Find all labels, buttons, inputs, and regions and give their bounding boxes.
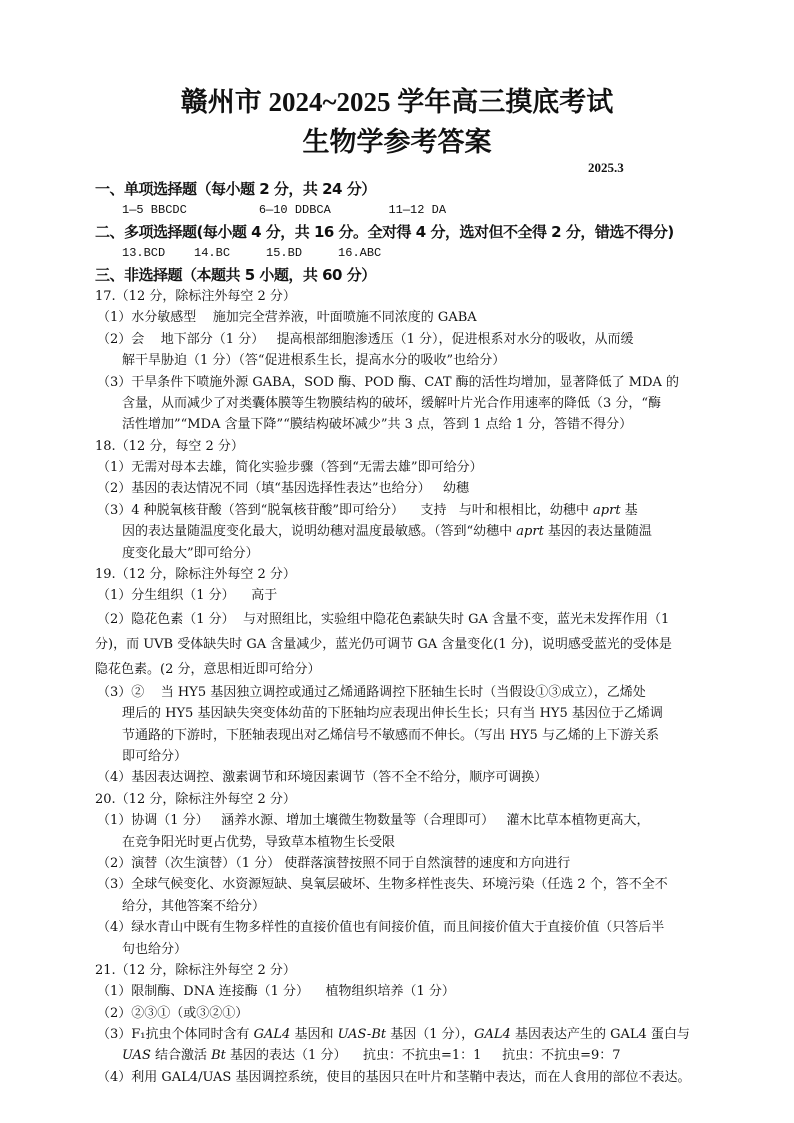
answer-line [95, 939, 705, 960]
answer-line [95, 1067, 705, 1088]
text-segment: 19.（12 分，除标注外每空 2 分） [95, 567, 296, 583]
text-segment: 基因表达产生的 GAL4 蛋白与 [510, 1027, 690, 1043]
text-segment: 在竞争阳光时更占优势，导致草本植物生长受限 [122, 834, 396, 850]
answer-line [95, 243, 705, 264]
text-segment: 理后的 HY5 基因缺失突变体幼苗的下胚轴均应表现出伸长生长；只有当 HY5 基因位于乙烯调 [122, 706, 663, 722]
text-segment: （1）限制酶、DNA 连接酶（1 分） 植物组织培养（1 分） [97, 984, 455, 1000]
answer-line [95, 329, 705, 350]
text-segment: 结合激活 [150, 1048, 212, 1064]
text-segment: （2）会 地下部分（1 分） 提高根部细胞渗透压（1 分），促进根系对水分的吸收，从而缓 [97, 331, 634, 347]
answer-line [95, 307, 705, 328]
answer-line [95, 917, 705, 938]
text-segment: （4）基因表达调控、激素调节和环境因素调节（答不全不给分，顺序可调换） [97, 770, 548, 786]
section-heading [95, 222, 705, 243]
answer-line [95, 682, 705, 703]
text-segment: （2）基因的表达情况不同（填“基因选择性表达”也给分） 幼穗 [97, 481, 469, 497]
text-segment: （1）分生组织（1 分） 高于 [97, 588, 278, 604]
text-segment: （2）隐花色素（1 分） 与对照组比，实验组中隐花色素缺失时 GA 含量不变，蓝光未发挥作用（1 [97, 611, 670, 627]
answer-line [95, 436, 705, 457]
answer-line [95, 521, 705, 542]
text-segment: 基因的表达量随温 [543, 524, 652, 540]
answer-line [95, 607, 705, 632]
text-segment: （3）干旱条件下喷施外源 GABA，SOD 酶、POD 酶、CAT 酶的活性均增加，显著降低了 MDA 的 [97, 374, 680, 390]
answer-line [95, 585, 705, 606]
text-segment: 一、单项选择题（每小题 2 分，共 24 分） [95, 180, 376, 198]
answer-line [95, 746, 705, 767]
text-segment: 基因和 [290, 1027, 338, 1043]
answer-line [95, 372, 705, 393]
answer-line [95, 350, 705, 371]
text-segment: 21.（12 分，除标注外每空 2 分） [95, 962, 296, 978]
answer-line [95, 414, 705, 435]
answer-line [95, 632, 705, 657]
text-segment: 含量，从而减少了对类囊体膜等生物膜结构的破坏，缓解叶片光合作用速率的降低（3 分，“酶 [122, 395, 662, 411]
text-segment: 基因（1 分）， [386, 1027, 475, 1043]
text-segment: 节通路的下游时，下胚轴表现出对乙烯信号不敏感而不伸长。（写出 HY5 与乙烯的上下游关系 [122, 727, 659, 743]
text-segment: 解干旱胁迫（1 分）（答“促进根系生长，提高水分的吸收”也给分） [122, 353, 506, 369]
italic-gene-name: GAL4 [474, 1027, 511, 1043]
text-segment: （3）全球气候变化、水资源短缺、臭氧层破坏、生物多样性丧失、环境污染（任选 2 个，答不全不 [97, 877, 668, 893]
answer-line [95, 543, 705, 564]
answer-line [95, 500, 705, 521]
answer-line [95, 657, 705, 682]
section-heading [95, 179, 705, 200]
text-segment: 分)，而 UVB 受体缺失时 GA 含量减少，蓝光仍可调节 GA 含量变化(1 分)，说明感受蓝光的受体是 [95, 636, 672, 652]
text-segment: （4）利用 GAL4/UAS 基因调控系统，使目的基因只在叶片和茎鞘中表达，而在人食用的部位不表达。 [97, 1069, 691, 1085]
text-segment: 18.（12 分，每空 2 分） [95, 438, 244, 454]
italic-gene-name: Bt [211, 1048, 226, 1064]
text-segment: 即可给分） [122, 748, 188, 764]
answer-line [95, 1003, 705, 1024]
text-segment: 度变化最大”即可给分） [122, 545, 259, 561]
text-segment: 因的表达量随温度变化最大，说明幼穗对温度最敏感。（答到“幼穗中 [122, 524, 517, 540]
answer-line [95, 874, 705, 895]
answer-line [95, 564, 705, 585]
answer-line [95, 703, 705, 724]
answer-line [95, 1045, 705, 1066]
answer-line [95, 767, 705, 788]
italic-gene-name: GAL4 [253, 1027, 291, 1043]
answer-line [95, 789, 705, 810]
answer-line [95, 853, 705, 874]
text-segment: 13.BCD 14.BC 15.BD 16.ABC [122, 246, 382, 261]
answer-line [95, 810, 705, 831]
text-segment: 给分，其他答案不给分） [122, 898, 266, 914]
answer-line [95, 478, 705, 499]
text-segment: 1—5 BBCDC 6—10 DDBCA 11—12 DA [122, 203, 447, 218]
text-segment: 活性增加”“MDA 含量下降”“膜结构破坏减少”共 3 点，答到 1 点给 1 分，答错不得分） [122, 417, 633, 433]
text-segment: 三、非选择题（本题共 5 小题，共 60 分） [95, 265, 376, 284]
text-segment: （2）②③①（或③②①） [97, 1005, 249, 1021]
answer-body [95, 179, 705, 1088]
text-segment: 20.（12 分，除标注外每空 2 分） [95, 791, 296, 807]
text-segment: 隐花色素。(2 分，意思相近即可给分） [95, 661, 321, 677]
answer-line [95, 725, 705, 746]
document-date: 2025.3 [588, 160, 624, 175]
italic-gene-name: aprt [593, 502, 621, 518]
text-segment: （1）协调（1 分） 涵养水源、增加土壤微生物数量等（合理即可） 灌木比草本植物更高大， [97, 813, 650, 829]
text-segment: 二、多项选择题(每小题 4 分，共 16 分。全对得 4 分，选对但不全得 2 分，错选不得分) [95, 222, 674, 241]
document-title: 赣州市 2024~2025 学年高三摸底考试 [180, 87, 614, 117]
italic-gene-name: aprt [516, 524, 544, 540]
text-segment: 基 [620, 502, 638, 518]
text-segment: （3）② 当 HY5 基因独立调控或通过乙烯通路调控下胚轴生长时（当假设①③成立），乙烯处 [97, 684, 646, 700]
answer-line [95, 896, 705, 917]
italic-gene-name: UAS-Bt [337, 1027, 387, 1043]
text-segment: 句也给分） [122, 941, 188, 957]
answer-line [95, 286, 705, 307]
text-segment: （3）F₁抗虫个体同时含有 [97, 1027, 254, 1043]
answer-line [95, 832, 705, 853]
answer-line [95, 981, 705, 1002]
italic-gene-name: UAS [122, 1048, 151, 1064]
text-segment: 17.（12 分，除标注外每空 2 分） [95, 288, 296, 304]
text-segment: （2）演替（次生演替）（1 分） 使群落演替按照不同于自然演替的速度和方向进行 [97, 855, 571, 871]
answer-line [95, 1024, 705, 1045]
text-segment: （3）4 种脱氧核苷酸（答到“脱氧核苷酸”即可给分） 支持 与叶和根相比，幼穗中 [97, 502, 594, 518]
section-heading [95, 265, 705, 286]
text-segment: （1）无需对母本去雄，简化实验步骤（答到“无需去雄”即可给分） [97, 460, 483, 476]
text-segment: （1）水分敏感型 施加完全营养液，叶面喷施不同浓度的 GABA [97, 310, 477, 326]
text-segment: （4）绿水青山中既有生物多样性的直接价值也有间接价值，而且间接价值大于直接价值（只答后半 [97, 920, 665, 936]
answer-line [95, 393, 705, 414]
document-subtitle: 生物学参考答案 [302, 127, 492, 157]
answer-line [95, 457, 705, 478]
text-segment: 基因的表达（1 分） 抗虫：不抗虫=1：1 抗虫：不抗虫=9：7 [225, 1048, 621, 1064]
answer-line [95, 200, 705, 221]
answer-line [95, 960, 705, 981]
